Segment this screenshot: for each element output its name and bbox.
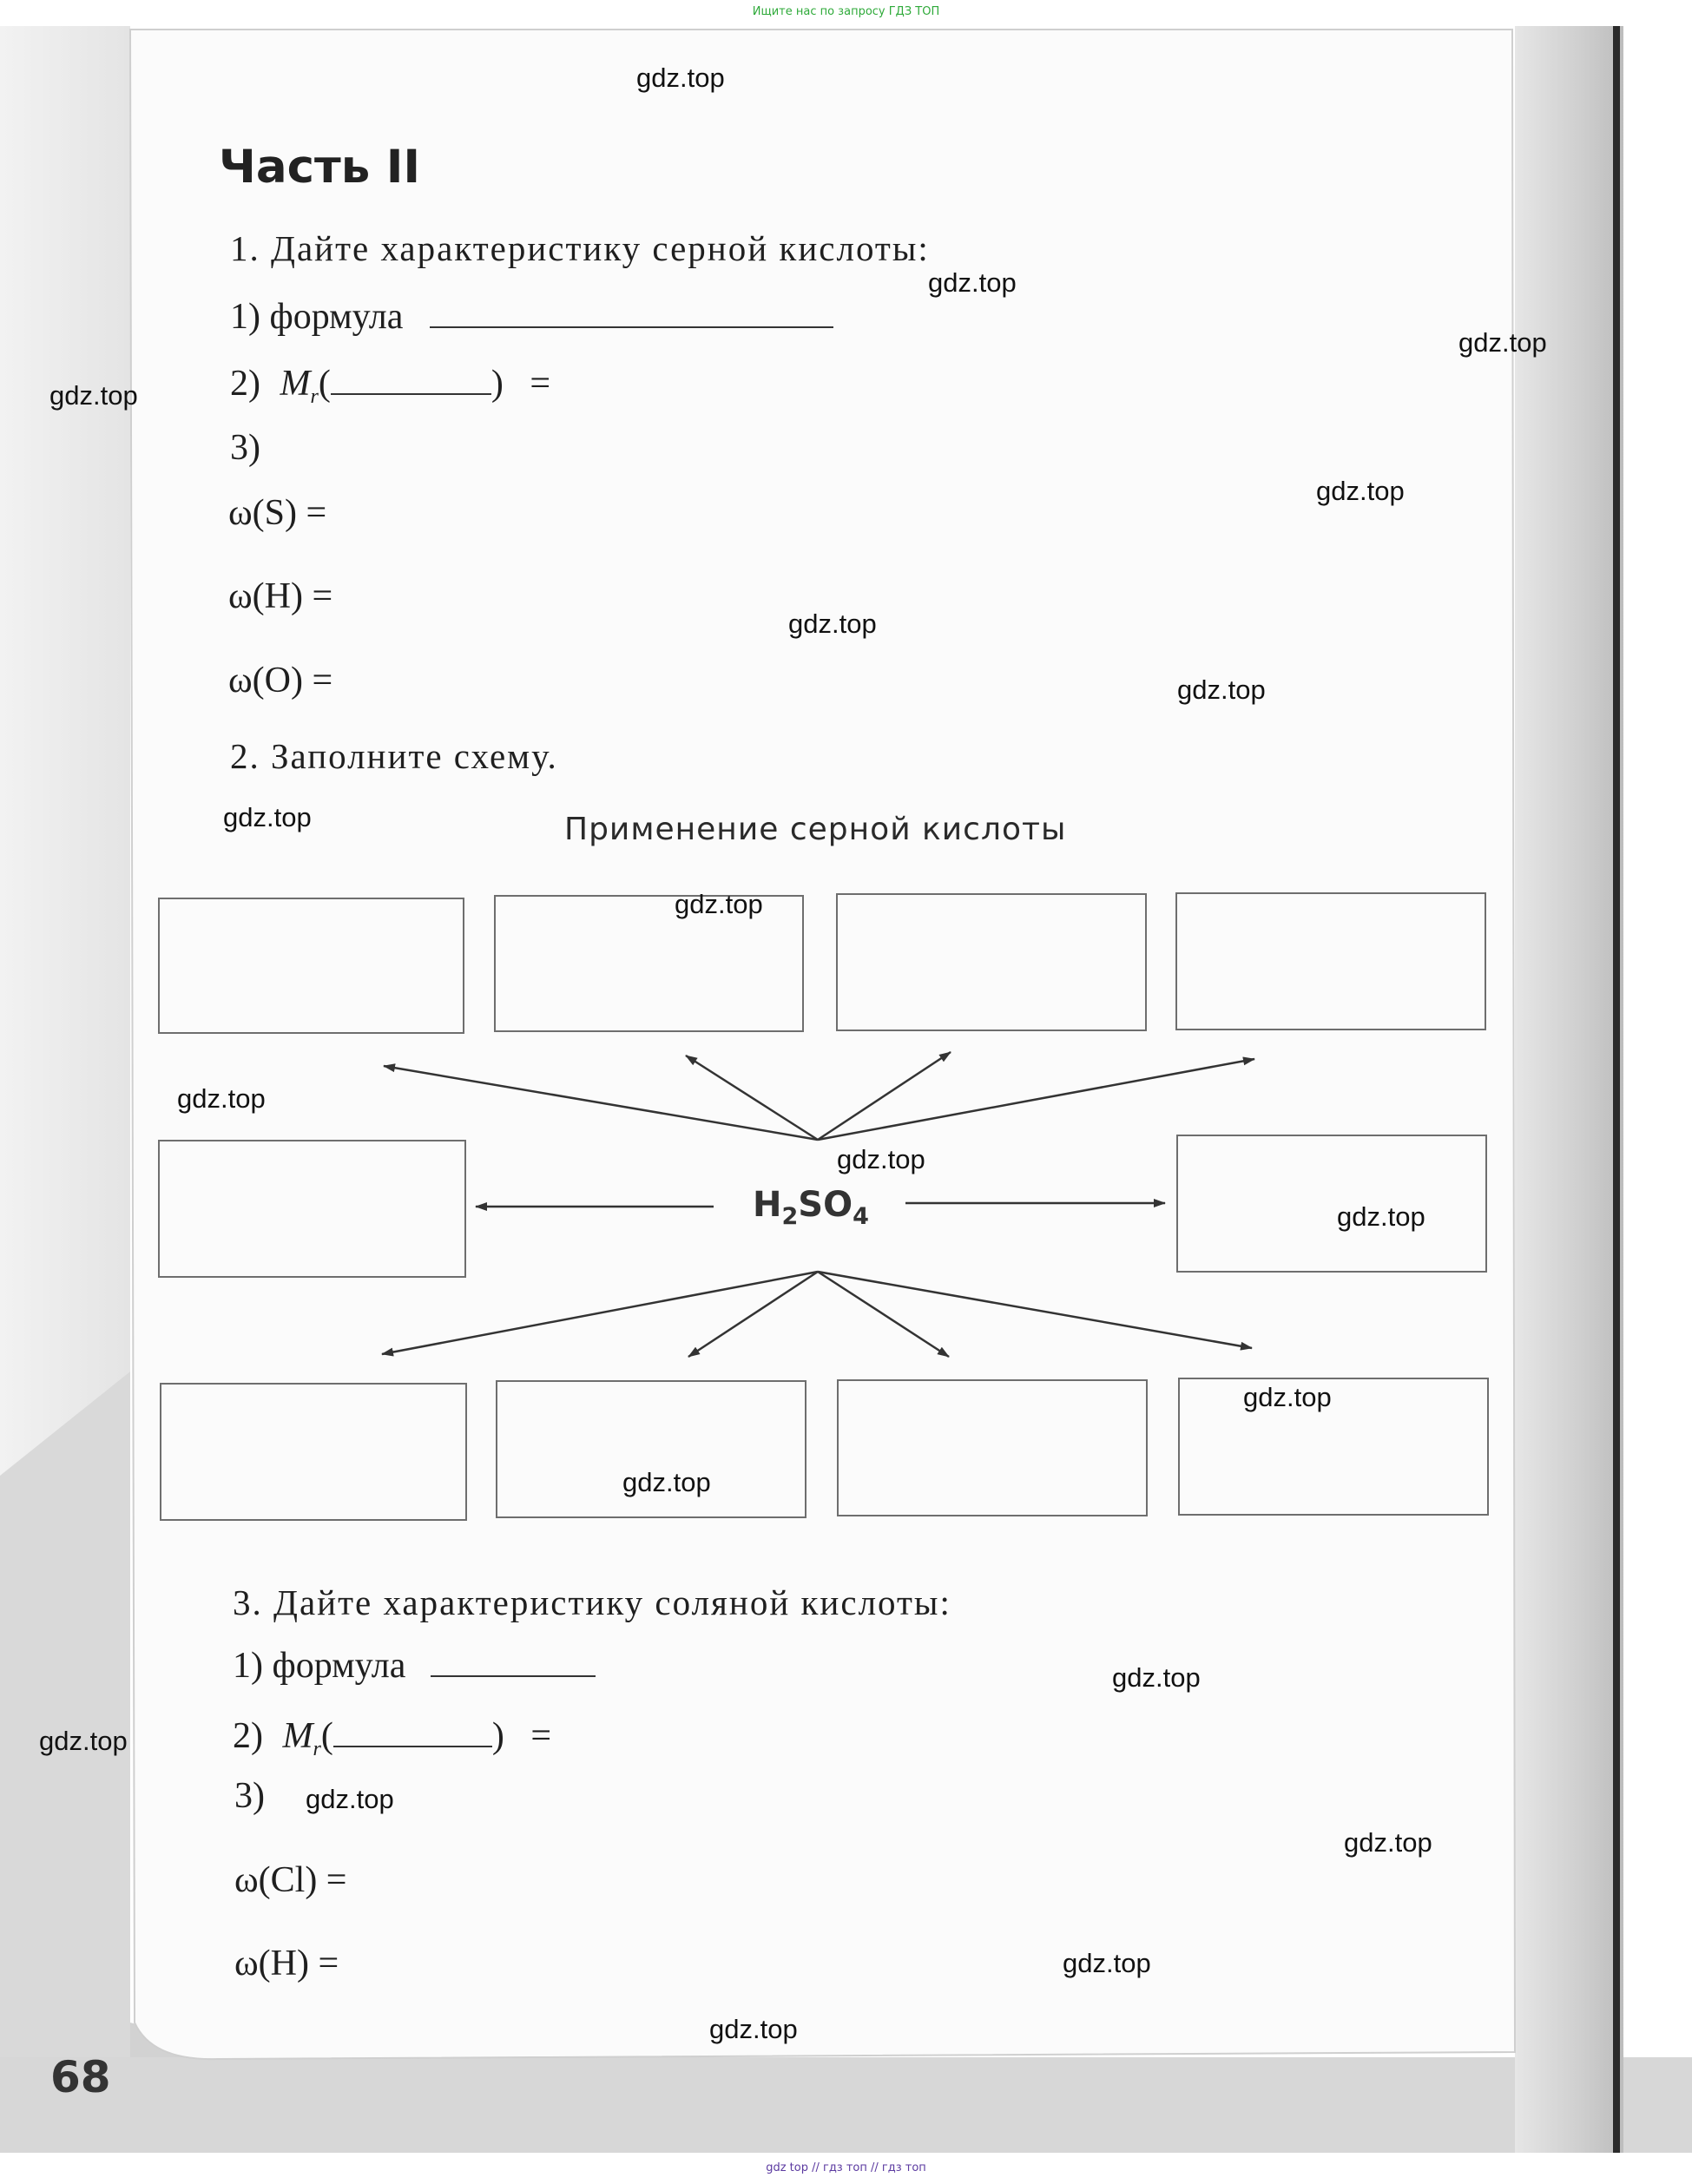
q3-mr-subscript: r — [313, 1738, 321, 1761]
arrow-to-top-4 — [818, 1059, 1254, 1140]
scheme-title: Применение серной кислоты — [564, 812, 1067, 847]
q3-omega-h: ω(H) = — [234, 1944, 339, 1983]
q1-mr-equals: = — [530, 363, 551, 404]
q1-mr-subscript: r — [310, 385, 319, 409]
bottom-note: gdz top // гдз топ // гдз топ — [766, 2161, 926, 2174]
watermark: gdz.top — [1177, 674, 1266, 705]
watermark: gdz.top — [49, 380, 138, 411]
arrow-to-bottom-3 — [818, 1272, 949, 1357]
q3-mr-number: 2) — [233, 1715, 263, 1756]
watermark: gdz.top — [1337, 1201, 1425, 1232]
q3-formula-blank[interactable] — [431, 1642, 596, 1677]
formula-h-subscript: 2 — [781, 1203, 799, 1230]
q1-item3: 3) — [230, 428, 260, 468]
q3-title: 3. Дайте характеристику соляной кислоты: — [233, 1582, 951, 1622]
watermark: gdz.top — [788, 608, 877, 639]
top-note: Ищите нас по запросу ГДЗ ТОП — [752, 5, 940, 18]
page-number: 68 — [50, 2052, 111, 2102]
watermark: gdz.top — [636, 62, 725, 93]
watermark: gdz.top — [1243, 1382, 1332, 1412]
q1-mr-open: ( — [318, 363, 331, 404]
watermark: gdz.top — [39, 1726, 128, 1756]
center-formula — [753, 1185, 869, 1230]
watermark: gdz.top — [1458, 327, 1547, 358]
watermark: gdz.top — [1063, 1948, 1151, 1978]
formula-so: SO — [798, 1185, 853, 1225]
arrow-to-top-2 — [686, 1056, 818, 1140]
watermark: gdz.top — [837, 1144, 925, 1174]
q1-mr-symbol: M — [280, 363, 311, 404]
q3-mr-symbol: M — [282, 1715, 313, 1756]
arrow-to-top-1 — [384, 1066, 818, 1140]
q2-title: 2. Заполните схему. — [230, 736, 558, 776]
arrow-to-bottom-4 — [818, 1272, 1252, 1348]
q3-mr-blank[interactable] — [333, 1713, 492, 1747]
q1-mr-close: ) — [490, 363, 504, 404]
q1-title: 1. Дайте характеристику серной кислоты: — [230, 228, 930, 268]
q1-omega-o: ω(O) = — [228, 661, 333, 701]
watermark: gdz.top — [1316, 476, 1405, 506]
part-heading: Часть II — [219, 141, 421, 194]
q3-mr-open: ( — [320, 1715, 333, 1756]
q3-omega-cl: ω(Cl) = — [234, 1860, 347, 1900]
formula-o-subscript: 4 — [853, 1203, 869, 1230]
arrow-to-bottom-1 — [382, 1272, 818, 1354]
watermark: gdz.top — [622, 1467, 711, 1497]
q1-omega-s: ω(S) = — [228, 493, 327, 533]
formula-h: H — [753, 1185, 782, 1225]
q1-mr-number: 2) — [230, 363, 260, 404]
watermark: gdz.top — [928, 267, 1017, 298]
q1-omega-h: ω(H) = — [228, 576, 333, 616]
watermark: gdz.top — [306, 1784, 394, 1814]
q3-mr-close: ) — [491, 1715, 504, 1756]
watermark: gdz.top — [223, 802, 312, 832]
watermark: gdz.top — [1344, 1827, 1432, 1858]
watermark: gdz.top — [709, 2014, 798, 2044]
q3-mr-row — [233, 1713, 551, 1761]
watermark: gdz.top — [675, 889, 763, 919]
q3-formula-row — [233, 1642, 596, 1687]
q3-item3: 3) — [234, 1776, 265, 1816]
q3-mr-equals: = — [530, 1715, 552, 1756]
q3-formula-label: 1) формула — [233, 1645, 406, 1686]
q1-formula-label: 1) формула — [230, 296, 404, 337]
watermark: gdz.top — [177, 1083, 266, 1114]
watermark: gdz.top — [1112, 1662, 1201, 1693]
